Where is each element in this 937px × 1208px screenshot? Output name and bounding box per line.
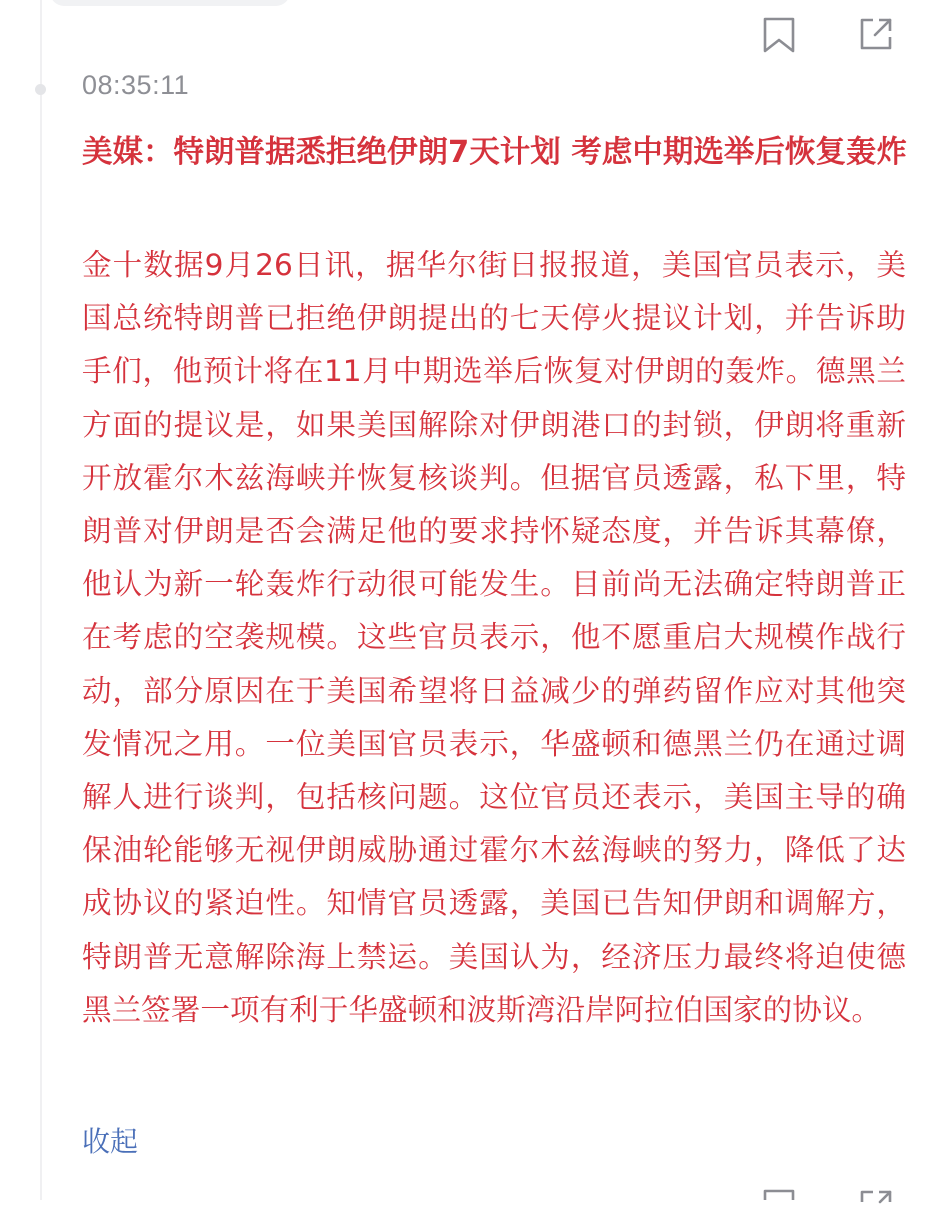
news-body: 金十数据9月26日讯，据华尔街日报报道，美国官员表示，美国总统特朗普已拒绝伊朗提出的七天停火提议计划，并告诉助手们，他预计将在11月中期选举后恢复对伊朗的轰炸。德黑兰方面的提议是，如果美国解除对伊朗港口的封锁，伊朗将重新开放霍尔木兹海峡并恢复核谈判。但据官员透露，私下里，特朗普对伊朗是否会满足他的要求持怀疑态度，并告诉其幕僚，他认为新一轮轰炸行动很可能发生。目前尚无法确定特朗普正在考虑的空袭规模。这些官员表示，他不愿重启大规模作战行动，部分原因在于美国希望将日益减少的弹药留作应对其他突发情况之用。一位美国官员表示，华盛顿和德黑兰仍在通过调解人进行谈判，包括核问题。这位官员还表示，美国主导的确保油轮能够无视伊朗威胁通过霍尔木兹海峡的努力，降低了达成协议的紧迫性。知情官员透露，美国已告知伊朗和调解方，特朗普无意解除海上禁运。美国认为，经济压力最终将迫使德黑兰签署一项有利于华盛顿和波斯湾沿岸阿拉伯国家的协议。 xyxy=(82,248,906,1027)
top-search-pill xyxy=(50,0,290,6)
next-share-icon[interactable] xyxy=(858,1188,894,1208)
timeline-dot xyxy=(35,84,46,95)
news-timestamp: 08:35:11 xyxy=(82,70,190,100)
collapse-button[interactable]: 收起 xyxy=(82,1125,139,1158)
share-icon[interactable] xyxy=(858,16,894,52)
bookmark-icon[interactable] xyxy=(762,16,796,54)
news-headline[interactable]: 美媒：特朗普据悉拒绝伊朗7天计划 考虑中期选举后恢复轰炸 xyxy=(82,135,907,170)
timeline-line xyxy=(40,0,42,1200)
next-bookmark-icon[interactable] xyxy=(762,1188,796,1208)
